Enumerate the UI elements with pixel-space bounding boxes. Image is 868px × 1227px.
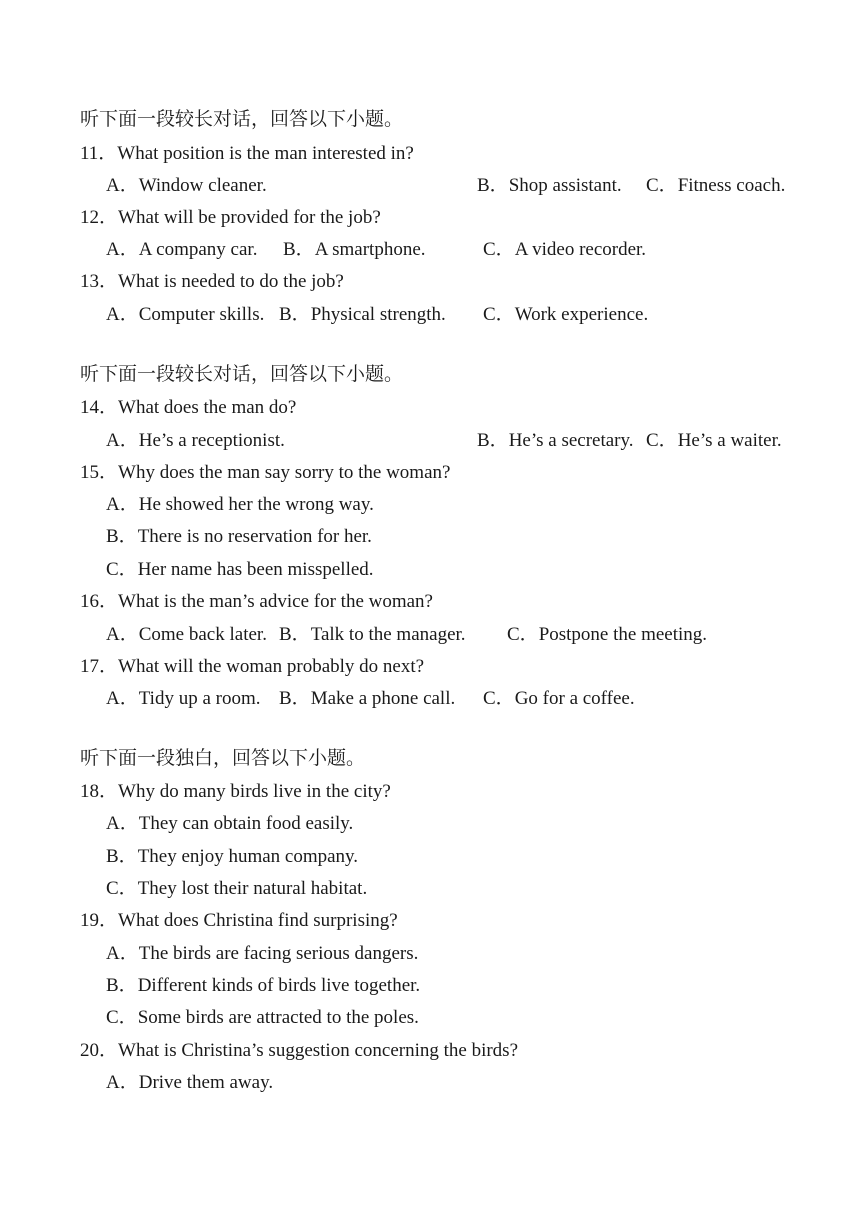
option-label: B．: [106, 975, 138, 996]
option-text: Computer skills.: [138, 304, 265, 325]
option-text: Physical strength.: [310, 304, 446, 325]
question-18: [80, 780, 391, 804]
option-text: Some birds are attracted to the poles.: [137, 1007, 419, 1028]
option-a: [106, 429, 285, 453]
question-13: [80, 270, 344, 294]
option-label: C．: [106, 559, 138, 580]
option-c: [106, 558, 374, 582]
option-text: Drive them away.: [138, 1072, 274, 1093]
question-number: 13．: [80, 271, 119, 292]
question-14: [80, 396, 296, 420]
option-text: A smartphone.: [314, 239, 426, 260]
option-text: He showed her the wrong way.: [138, 494, 374, 515]
option-label: B．: [279, 624, 311, 645]
option-c: [507, 623, 707, 647]
option-label: C．: [646, 430, 678, 451]
option-label: A．: [106, 304, 139, 325]
option-b: [283, 238, 426, 262]
option-a: [106, 812, 353, 836]
option-text: Fitness coach.: [677, 175, 786, 196]
option-b: [279, 623, 466, 647]
option-label: A．: [106, 239, 139, 260]
option-b: [477, 429, 634, 453]
option-c: [106, 1006, 419, 1030]
question-text: Why do many birds live in the city?: [118, 781, 391, 802]
option-label: C．: [646, 175, 678, 196]
question-text: Why does the man say sorry to the woman?: [118, 462, 451, 483]
option-label: A．: [106, 1072, 139, 1093]
question-15: [80, 461, 450, 485]
option-text: They enjoy human company.: [137, 846, 359, 867]
question-number: 15．: [80, 462, 119, 483]
option-text: Window cleaner.: [138, 175, 267, 196]
option-text: They lost their natural habitat.: [137, 878, 368, 899]
option-label: B．: [283, 239, 315, 260]
question-text: What does Christina find surprising?: [118, 910, 398, 931]
option-text: He’s a waiter.: [677, 430, 782, 451]
option-text: Different kinds of birds live together.: [137, 975, 421, 996]
option-b: [106, 525, 372, 549]
question-text: What is the man’s advice for the woman?: [118, 591, 433, 612]
option-text: Work experience.: [514, 304, 649, 325]
question-17: [80, 655, 424, 679]
option-text: He’s a secretary.: [508, 430, 634, 451]
question-text: What will the woman probably do next?: [118, 656, 425, 677]
option-label: B．: [279, 304, 311, 325]
section-header: 听下面一段独白，回答以下小题。: [80, 748, 366, 769]
option-label: A．: [106, 430, 139, 451]
question-number: 14．: [80, 397, 119, 418]
option-label: B．: [477, 175, 509, 196]
question-number: 16．: [80, 591, 119, 612]
option-label: B．: [106, 846, 138, 867]
option-c: [646, 429, 782, 453]
option-a: [106, 623, 267, 647]
question-16: [80, 590, 433, 614]
option-label: C．: [483, 239, 515, 260]
question-number: 17．: [80, 656, 119, 677]
question-number: 19．: [80, 910, 119, 931]
option-label: A．: [106, 688, 139, 709]
option-c: [106, 877, 367, 901]
option-text: The birds are facing serious dangers.: [138, 943, 419, 964]
option-text: Go for a coffee.: [514, 688, 635, 709]
option-label: B．: [106, 526, 138, 547]
option-label: A．: [106, 813, 139, 834]
option-label: A．: [106, 175, 139, 196]
option-text: Postpone the meeting.: [538, 624, 708, 645]
option-c: [483, 687, 635, 711]
question-20: [80, 1039, 518, 1063]
option-b: [279, 687, 455, 711]
question-number: 18．: [80, 781, 119, 802]
section-header: 听下面一段较长对话，回答以下小题。: [80, 109, 404, 130]
question-19: [80, 909, 398, 933]
option-b: [477, 174, 622, 198]
question-text: What position is the man interested in?: [117, 143, 414, 164]
question-12: [80, 206, 381, 230]
option-text: Tidy up a room.: [138, 688, 261, 709]
question-11: [80, 142, 414, 166]
question-number: 12．: [80, 207, 119, 228]
option-label: C．: [483, 688, 515, 709]
option-c: [483, 238, 646, 262]
option-label: B．: [477, 430, 509, 451]
option-text: A company car.: [138, 239, 258, 260]
option-text: Make a phone call.: [310, 688, 456, 709]
option-a: [106, 174, 267, 198]
question-text: What will be provided for the job?: [118, 207, 381, 228]
option-text: Her name has been misspelled.: [137, 559, 374, 580]
option-text: Talk to the manager.: [310, 624, 466, 645]
option-c: [483, 303, 648, 327]
option-label: C．: [106, 1007, 138, 1028]
question-number: 20．: [80, 1040, 119, 1061]
option-label: B．: [279, 688, 311, 709]
option-text: Come back later.: [138, 624, 267, 645]
option-a: [106, 687, 261, 711]
option-label: C．: [106, 878, 138, 899]
option-text: There is no reservation for her.: [137, 526, 372, 547]
option-c: [646, 174, 785, 198]
option-a: [106, 1071, 273, 1095]
question-text: What is needed to do the job?: [118, 271, 344, 292]
option-b: [106, 974, 420, 998]
option-text: They can obtain food easily.: [138, 813, 354, 834]
question-number: 11．: [80, 143, 118, 164]
option-b: [106, 845, 358, 869]
option-text: Shop assistant.: [508, 175, 622, 196]
option-label: A．: [106, 943, 139, 964]
option-b: [279, 303, 446, 327]
option-text: He’s a receptionist.: [138, 430, 285, 451]
option-label: A．: [106, 624, 139, 645]
option-label: C．: [483, 304, 515, 325]
option-a: [106, 238, 257, 262]
option-label: C．: [507, 624, 539, 645]
option-a: [106, 303, 264, 327]
option-text: A video recorder.: [514, 239, 647, 260]
option-label: A．: [106, 494, 139, 515]
question-text: What is Christina’s suggestion concerning the birds?: [118, 1040, 518, 1061]
option-a: [106, 942, 418, 966]
section-header: 听下面一段较长对话，回答以下小题。: [80, 364, 404, 385]
question-text: What does the man do?: [118, 397, 297, 418]
option-a: [106, 493, 374, 517]
